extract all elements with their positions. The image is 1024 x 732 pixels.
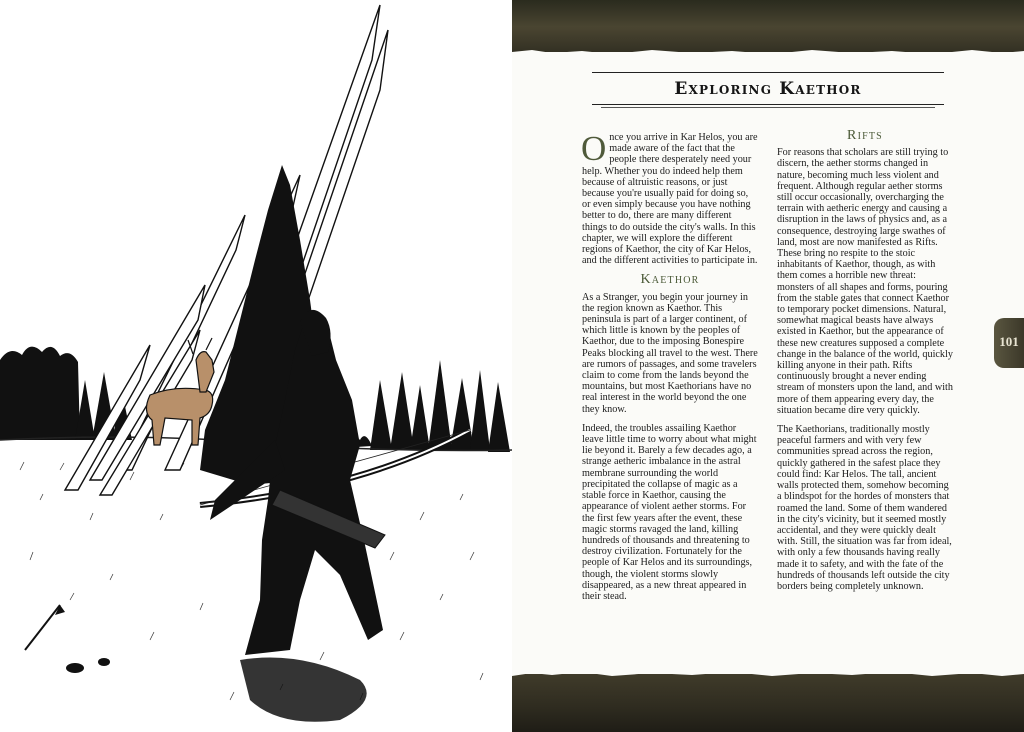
- title-rule-bottom: [592, 104, 944, 105]
- text-page: [512, 0, 1024, 732]
- intro-text: nce you arrive in Kar Helos, you are made aware of the fact that the people there desperately need your help. Whether you do indeed help them because of altruistic reasons, or just because you're usually paid for doing so, or even simply because you have nothing better to do, there are many different things to do outside the city's walls. In this chapter, we will explore the different regions of Kaethor, the city of Kar Helos, and the different activities to participate in.: [582, 132, 758, 267]
- page-number-tab: [994, 318, 1024, 368]
- section-heading-rifts: Rifts: [847, 128, 883, 143]
- page-title: Exploring Kaethor: [674, 79, 862, 99]
- right-column: [777, 128, 953, 600]
- title-block: [592, 72, 944, 108]
- rock: [98, 658, 110, 666]
- rock: [66, 663, 84, 673]
- left-column: [581, 129, 758, 610]
- rifts-paragraph-2: The Kaethorians, traditionally mostly peaceful farmers and with very few communities spread across the region, quickly gathered in the safest place they could find: Kar Helos. The tall, ancient walls protected them, somehow becoming a blindspot for the hordes of monsters that roamed the land. Some of them wandered in the city's vicinity, but it seemed mostly accidental, and they were quickly dealt with. Still, the situation was far from ideal, with only a few thousands having really made it to safety, and with the fate of the hundreds of thousands left outside the city borders being completely unknown.: [777, 424, 952, 592]
- rifts-paragraph-1: For reasons that scholars are still trying to discern, the aether storms changed in nature, becoming much less violent and frequent. Although regular aether storms still occur occasionally, overcharging the terrain with aetheric energy and causing a disruption in the laws of physics and, as a consequence, destroying large swathes of land, most are now manifested as Rifts. These bring no respite to the stoic inhabitants of Kaethor, though, as with them comes a horrible new threat: monsters of all shapes and forms, pouring from the stable gates that connect Kaethor to temporary pocket dimensions. Natural, somewhat magical beasts have always existed in Kaethor, but the appearance of these new creatures supposed a complete change in the balance of the world, quickly killing anyone in their path. Rifts continuously brought a never ending stream of monsters upon the land, and with more of them appearing every day, the situation became dire very quickly.: [777, 147, 953, 416]
- torn-edge-top: [512, 48, 1024, 56]
- kaethor-paragraph-1: As a Stranger, you begin your journey in the region known as Kaethor. This peninsula is part of a larger continent, of which little is known by the peoples of Kaethor, due to the imposing Bonespire Peaks blocking all travel to the west. There are rumors of passages, and some travelers claim to come from the lands beyond the mountains, but most Kaethorians have no real interest in the world beyond the one they know.: [582, 291, 758, 415]
- title-rule-bottom-thin: [601, 107, 935, 108]
- paper-sheet: [512, 52, 1024, 674]
- section-heading-kaethor: Kaethor: [640, 272, 700, 288]
- intro-paragraph: [581, 129, 758, 267]
- kaethor-paragraph-2: Indeed, the troubles assailing Kaethor leave little time to worry about what might lie beyond it. Barely a few decades ago, a strange aetheric imbalance in the astral membrane surrounding the world precipitated the collapse of magic as a stable force in Kaethor, causing the appearance of violent aether storms. For the first few years after the event, these magic storms ravaged the land, killing hundreds of thousands and threatening to destroy civilization. Fortunately for the people of Kar Helos and its surroundings, though, the violent storms slowly disappeared, as a new threat appeared in their stead.: [582, 422, 757, 602]
- torn-edge-bottom: [512, 670, 1024, 678]
- drop-cap: O: [581, 129, 607, 168]
- page-number: 101: [999, 334, 1019, 349]
